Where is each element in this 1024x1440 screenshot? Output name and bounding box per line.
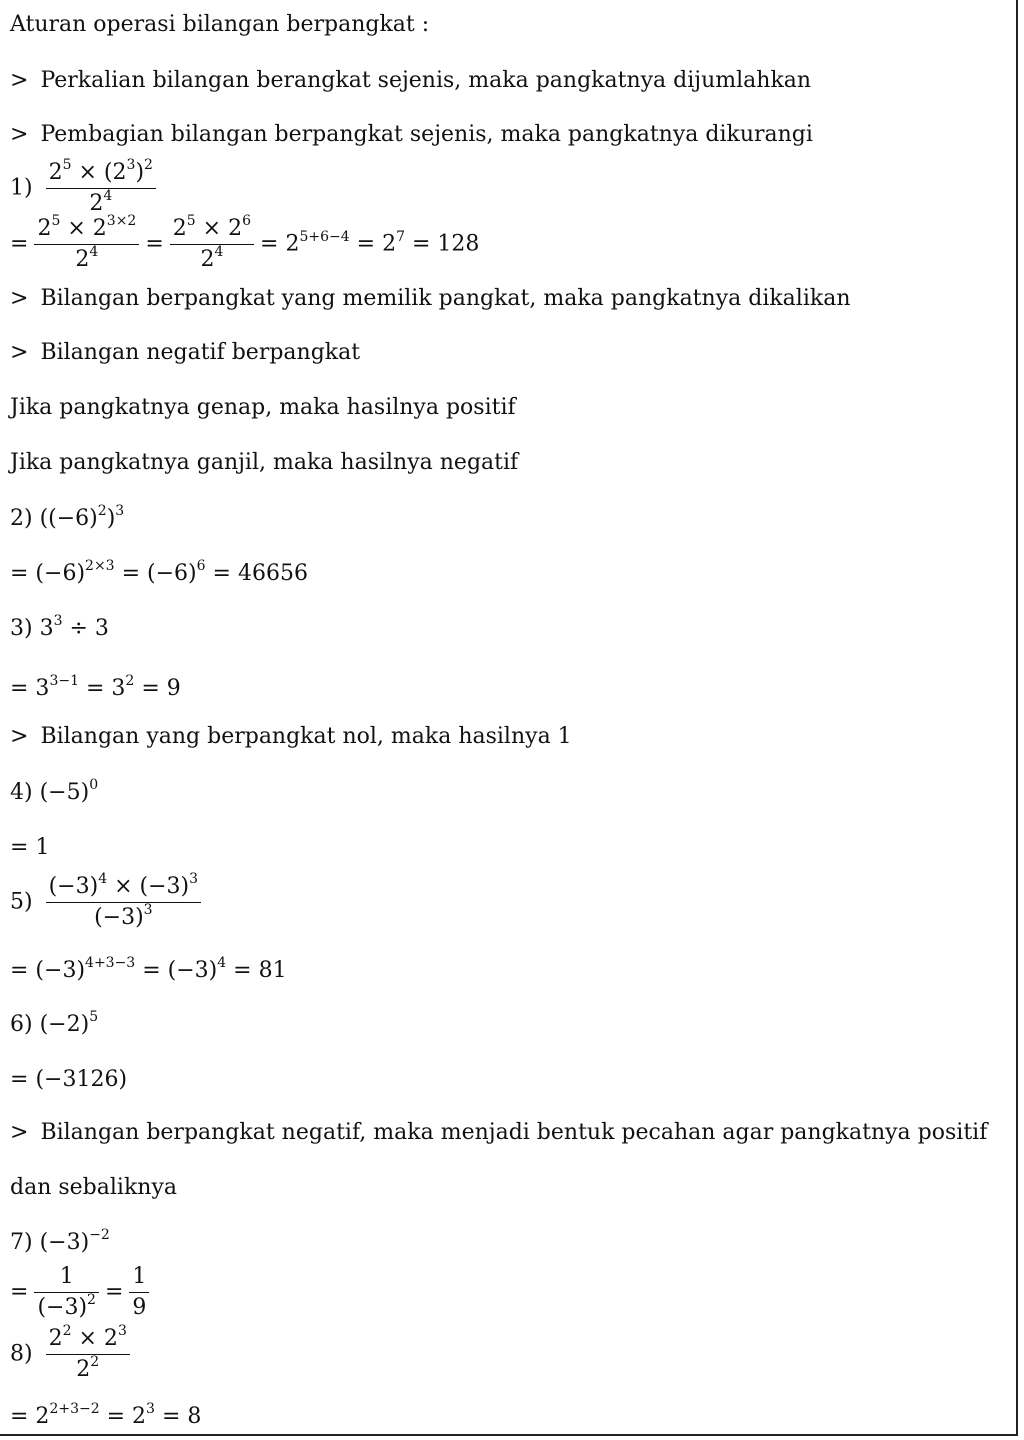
problem-7-solution: = $\frac{1}{(-3)^2}$ = $\frac{1}{9}$ [10,1266,155,1319]
problem-result: 8 [187,1404,202,1429]
bullet-icon: > [10,724,29,749]
problem-5 [10,871,207,930]
bullet-icon: > [10,122,29,147]
bullet-icon: > [10,340,29,365]
rule-text: Bilangan berpangkat yang memilik pangkat, maka pangkatnya dikalikan [40,286,851,311]
problem-label: 5) [10,889,33,915]
rule-text: Perkalian bilangan berangkat sejenis, maka pangkatnya dijumlahkan [40,68,812,93]
fraction: $\frac{(-3)^4 \times (-3)^3}{(-3)^3}$ [46,876,201,929]
rule-negative-base [10,342,360,364]
problem-6: 6) $(-2)^5$ [10,1009,99,1037]
problem-1-solution: = $\frac{2^5 \times 2^{3\times 2}}{2^4}$ = $\frac{2^5 \times 2^6}{2^4}$ = $2^{5+6-4} = 2^7 = 128$ [10,213,480,272]
rule-even-exponent: Jika pangkatnya genap, maka hasilnya positif [10,395,516,420]
rule-odd-exponent: Jika pangkatnya ganjil, maka hasilnya negatif [10,450,519,475]
problem-3-solution: = $3^{3-1} = 3^2 = 9$ [10,673,181,701]
problem-label: 6) [10,1012,33,1037]
rule-text: Bilangan yang berpangkat nol, maka hasilnya 1 [40,724,572,749]
problem-8 [10,1323,136,1382]
problem-6-solution: = (−3126) [10,1067,128,1092]
problem-5-solution: = $(-3)^{4+3-3} = (-3)^4 = 81$ [10,955,287,983]
problem-label: 8) [10,1341,33,1367]
fraction: $\frac{2^2 \times 2^3}{2^2}$ [46,1328,130,1381]
bullet-icon: > [10,68,29,93]
rule-text: Bilangan negatif berpangkat [40,340,361,365]
problem-2: 2) $((-6)^2)^3$ [10,503,125,531]
problem-label: 2) [10,506,33,531]
problem-result: 9 [166,676,181,701]
problem-1 [10,157,162,216]
rule-multiplication [10,70,811,92]
problem-result: 128 [437,231,480,257]
problem-4: 4) $(-5)^0$ [10,777,99,805]
problem-result: 1 [35,835,50,860]
rule-text: Bilangan berpangkat negatif, maka menjadi bentuk pecahan agar pangkatnya positif [40,1120,988,1145]
rule-negative-exponent [10,1122,987,1144]
rule-power-of-power [10,288,850,310]
problem-label: 3) [10,616,33,641]
problem-label: 4) [10,780,33,805]
problem-2-solution: = $(-6)^{2\times 3} = (-6)^6 = 46656$ [10,558,308,586]
document-title: Aturan operasi bilangan berpangkat : [10,12,430,37]
problem-8-solution: = $2^{2+3-2} = 2^3 = 8$ [10,1401,202,1429]
problem-7: 7) $(-3)^{-2}$ [10,1227,110,1255]
problem-4-solution: = 1 [10,835,50,860]
rule-text: Pembagian bilangan berpangkat sejenis, maka pangkatnya dikurangi [40,122,813,147]
bullet-icon: > [10,286,29,311]
problem-3: 3) $3^3 \div 3$ [10,613,109,641]
problem-label: 1) [10,175,33,201]
problem-result: 46656 [237,561,308,586]
problem-label: 7) [10,1230,33,1255]
rule-negative-exponent-cont: dan sebaliknya [10,1175,177,1200]
problem-result: 81 [258,958,287,983]
bullet-icon: > [10,1120,29,1145]
fraction: $\frac{2^5 \times (2^3)^2}{2^4}$ [46,162,156,215]
rule-division [10,124,813,146]
rule-zero-exponent [10,726,572,748]
problem-result: (−3126) [35,1067,128,1092]
